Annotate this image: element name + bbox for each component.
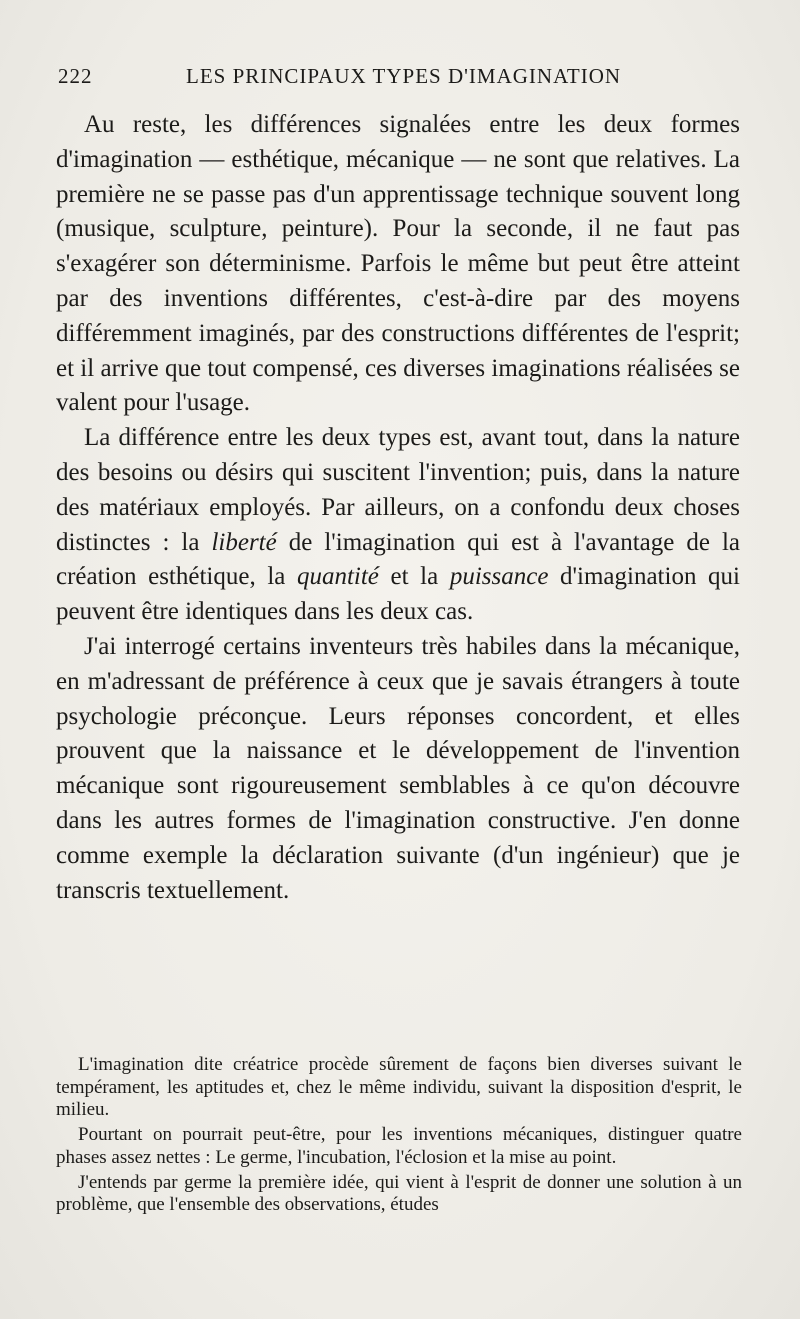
- quote-paragraph: Pourtant on pourrait peut-être, pour les inventions mécaniques, distinguer quatre phases assez nettes : Le germe, l'incubation, l'éclosion et la mise au point.: [56, 1124, 742, 1168]
- text-run: d'imagination qui peuvent être identiques dans les deux cas.: [56, 563, 741, 626]
- quote-paragraph: J'entends par germe la première idée, qui vient à l'esprit de donner une solution à un problème, que l'ensemble des observations, études: [56, 1171, 742, 1216]
- main-text: [56, 108, 740, 908]
- paragraph: Au reste, les différences signalées entre les deux formes d'imagination — esthétique, mécanique — ne sont que relatives. La première ne se passe pas d'un apprentissage technique souvent long (musique, sculpture, peinture). Pour la seconde, il ne faut pas s'exagérer son déterminisme. Parfois le même but peut être atteint par des inventions différentes, c'est-à-dire par des moyens différemment imaginés, par des constructions différentes de l'esprit; et il arrive que tout compensé, ces diverses imaginations réalisées se valent pour l'usage.: [56, 111, 740, 417]
- text-run: et la: [378, 563, 450, 591]
- page-number: 222: [58, 64, 93, 88]
- quote-paragraph: L'imagination dite créatrice procède sûrement de façons bien diverses suivant le tempérament, les aptitudes et, chez le même individu, suivant la disposition d'esprit, le milieu.: [56, 1054, 742, 1121]
- paragraph: J'ai interrogé certains inventeurs très habiles dans la mécanique, en m'adressant de préférence à ceux que je savais étrangers à toute psychologie préconçue. Leurs réponses concordent, et elles prouvent que la naissance et le développement de l'invention mécanique sont rigoureusement semblables à ce qu'on découvre dans les autres formes de l'imagination constructive. J'en donne comme exemple la déclaration suivante (d'un ingénieur) que je transcris textuellement.: [56, 632, 740, 904]
- running-header: [58, 64, 748, 94]
- running-title: LES PRINCIPAUX TYPES D'IMAGINATION: [186, 64, 622, 88]
- italic-term: puissance: [449, 563, 549, 591]
- italic-term: liberté: [211, 528, 277, 556]
- paragraph: [56, 421, 740, 630]
- text-run: de l'imagination qui est à l'avantage de la création esthétique, la: [56, 528, 740, 591]
- quoted-statement: [56, 1054, 742, 1219]
- italic-term: quantité: [296, 563, 379, 591]
- text-run: La différence entre les deux types est, avant tout, dans la nature des besoins ou désirs qui suscitent l'invention; puis, dans la nature des matériaux employés. Par ailleurs, on a confondu deux choses distinctes : la: [56, 424, 740, 556]
